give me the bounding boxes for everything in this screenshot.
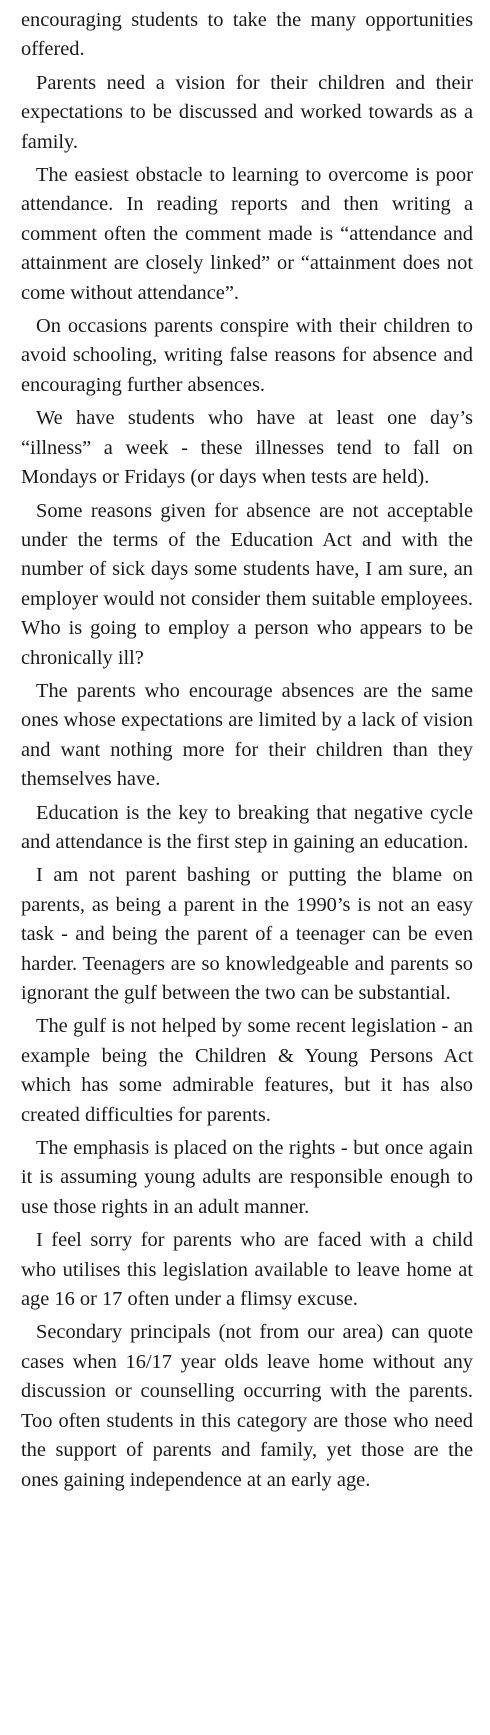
article-column (21, 6, 473, 1499)
paragraph: The emphasis is placed on the rights - but once again it is assuming young adults are responsible enough to use those rights in an adult manner. (21, 1137, 473, 1218)
paragraph: Parents need a vision for their children and their expectations to be discussed and worked towards as a family. (21, 71, 473, 153)
paragraph: I am not parent bashing or putting the blame on parents, as being a parent in the 1990’s is not an easy task - and being the parent of a teenager can be even harder. Teenagers are so knowledgeable and parents so ignorant the gulf between the two can be substantial. (21, 864, 473, 1004)
paragraph: The gulf is not helped by some recent legislation - an example being the Children & Young Persons Act which has some admirable features, but it has also created difficulties for parents. (21, 1015, 473, 1126)
paragraph: encouraging students to take the many opportunities offered. (21, 9, 473, 61)
paragraph: Some reasons given for absence are not acceptable under the terms of the Education Act and with the number of sick days some students have, I am sure, an employer would not consider them suitable employees. Who is going to employ a person who appears to be chronically ill? (21, 499, 473, 669)
paragraph: On occasions parents conspire with their children to avoid schooling, writing false reasons for absence and encouraging further absences. (21, 315, 473, 396)
paragraph: We have students who have at least one day’s “illness” a week - these illnesses tend to fall on Mondays or Fridays (or days when tests are held). (21, 407, 473, 489)
paragraph: I feel sorry for parents who are faced with a child who utilises this legislation available to leave home at age 16 or 17 often under a flimsy excuse. (21, 1229, 473, 1311)
paragraph: The easiest obstacle to learning to overcome is poor attendance. In reading reports and then writing a comment often the comment made is “attendance and attainment are closely linked” or “attainment does not come without attendance”. (21, 164, 473, 304)
paragraph: Education is the key to breaking that negative cycle and attendance is the first step in gaining an education. (21, 801, 473, 853)
paragraph: Secondary principals (not from our area) can quote cases when 16/17 year olds leave home without any discussion or counselling occurring with the parents. Too often students in this category are those who need the support of parents and family, yet those are the ones gaining independence at an early age. (21, 1321, 473, 1491)
paragraph: The parents who encourage absences are the same ones whose expectations are limited by a lack of vision and want nothing more for their children than they themselves have. (21, 679, 473, 791)
